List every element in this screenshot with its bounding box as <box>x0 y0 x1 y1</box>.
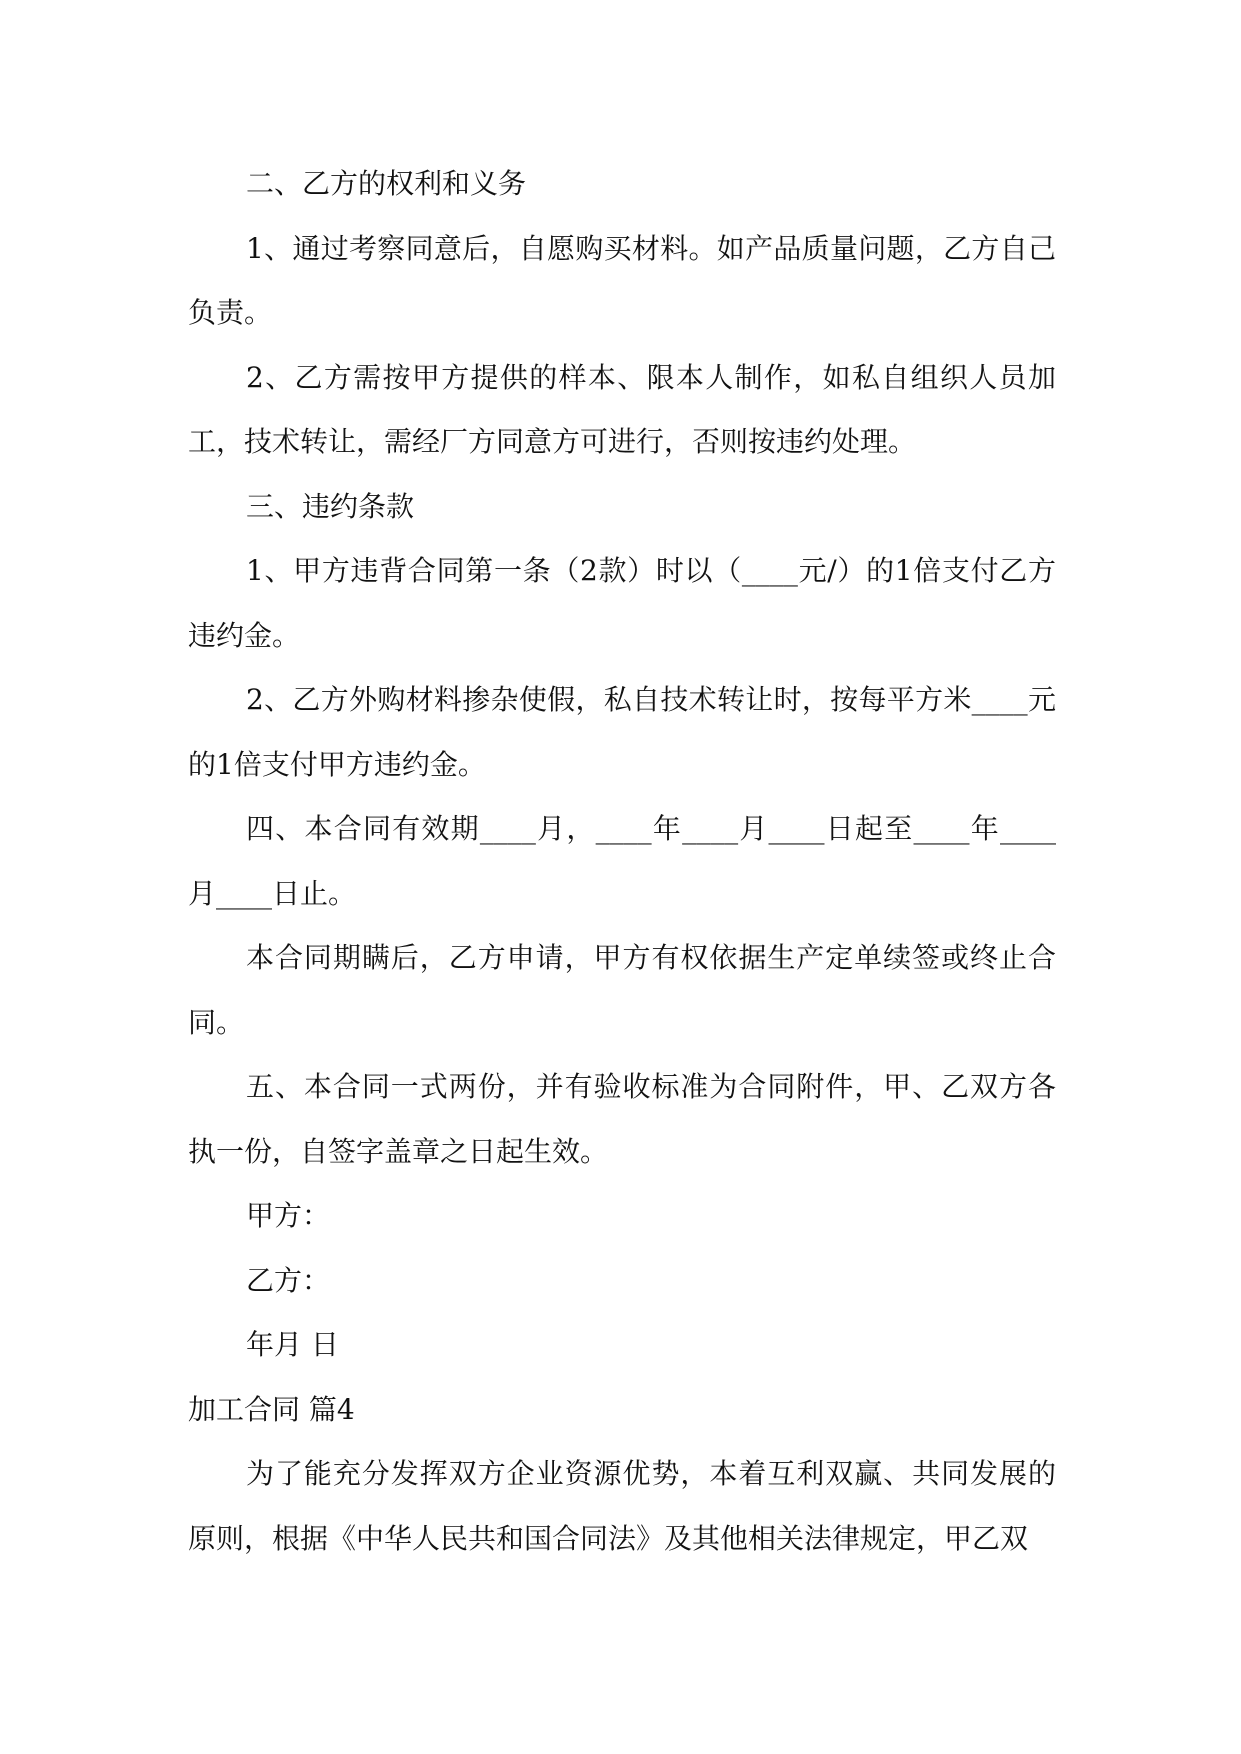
clause-breach-2: 2、乙方外购材料掺杂使假，私自技术转让时，按每平方米____元的1倍支付甲方违约金。 <box>188 683 1056 781</box>
section-heading: 加工合同 篇4 <box>188 1392 355 1426</box>
section-title-party-b-rights: 二、乙方的权利和义务 <box>246 167 527 200</box>
clause-breach-1: 1、甲方违背合同第一条（2款）时以（____元/）的1倍支付乙方违约金。 <box>188 554 1056 652</box>
clause-term: 四、本合同有效期____月，____年____月____日起至____年____月____日止。 <box>188 812 1056 910</box>
clause-party-b-1: 1、通过考察同意后，自愿购买材料。如产品质量问题，乙方自己负责。 <box>188 231 1056 329</box>
signature-party-a: 甲方： <box>246 1199 331 1232</box>
section-title-breach: 三、违约条款 <box>246 489 415 523</box>
clause-renewal: 本合同期瞒后，乙方申请，甲方有权依据生产定单续签或终止合同。 <box>188 941 1056 1039</box>
intro-paragraph: 为了能充分发挥双方企业资源优势，本着互利双赢、共同发展的原则，根据《中华人民共和国合同法》及其他相关法律规定，甲乙双 <box>188 1457 1056 1555</box>
clause-copies: 五、本合同一式两份，并有验收标准为合同附件，甲、乙双方各执一份，自签字盖章之日起生效。 <box>188 1070 1056 1168</box>
signature-party-b: 乙方： <box>246 1263 331 1297</box>
signature-date: 年月 日 <box>246 1328 339 1361</box>
clause-party-b-2: 2、乙方需按甲方提供的样本、限本人制作，如私自组织人员加工，技术转让，需经厂方同意方可进行，否则按违约处理。 <box>188 360 1056 458</box>
document-body <box>188 152 1056 1571</box>
